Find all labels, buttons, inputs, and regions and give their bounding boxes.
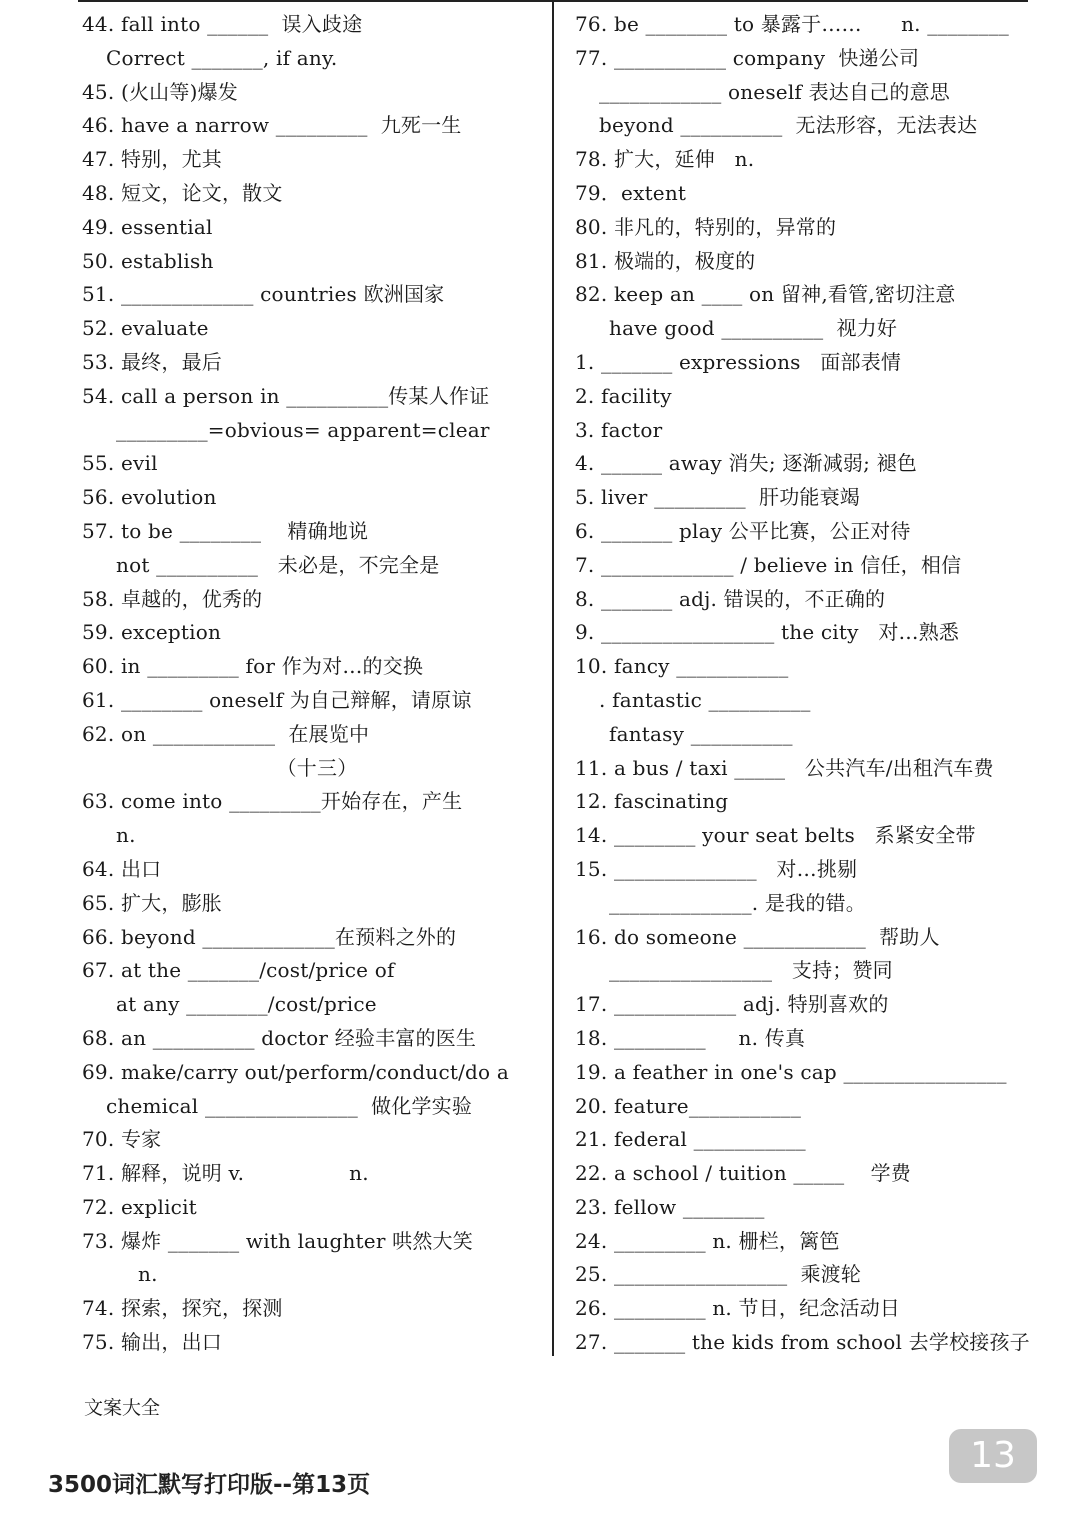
entry-line: 14. ________ your seat belts 系紧安全带	[575, 823, 976, 848]
entry-line: 78. 扩大，延伸 n.	[575, 147, 755, 172]
entry-line: 80. 非凡的，特别的，异常的	[575, 214, 837, 239]
entry-line: 24. _________ n. 栅栏，篱笆	[575, 1228, 840, 1253]
entry-line: 23. fellow ________	[575, 1194, 765, 1219]
entry-line: ____________ oneself 表达自己的意思	[599, 79, 950, 104]
entry-line: 70. 专家	[82, 1127, 162, 1152]
entry-line: 81. 极端的，极度的	[575, 248, 756, 273]
entry-line: 3. factor	[575, 417, 663, 442]
entry-line: 71. 解释，说明 v. n.	[82, 1161, 369, 1186]
entry-line: 8. _______ adj. 错误的，不正确的	[575, 586, 886, 611]
entry-line: ________________ 支持；赞同	[609, 958, 893, 983]
entry-line: 17. ____________ adj. 特别喜欢的	[575, 992, 889, 1017]
entry-line: 11. a bus / taxi _____ 公共汽车/出租汽车费	[575, 755, 994, 780]
entry-line: 5. liver _________ 肝功能衰竭	[575, 485, 860, 510]
entry-line: ______________. 是我的错。	[609, 890, 866, 915]
entry-line: 58. 卓越的，优秀的	[82, 586, 263, 611]
entry-line: 50. establish	[82, 248, 214, 273]
entry-line: 45. (火山等)爆发	[82, 79, 238, 104]
section-heading: （十三）	[276, 755, 358, 780]
right-column	[575, 8, 1045, 1360]
entry-line: 62. on ____________ 在展览中	[82, 721, 370, 746]
entry-line: 49. essential	[82, 214, 213, 239]
left-column	[82, 8, 552, 1360]
entry-line: 74. 探索，探究，探测	[82, 1296, 283, 1321]
entry-line: at any ________/cost/price	[116, 992, 377, 1017]
entry-line: 15. ______________ 对…挑剔	[575, 856, 858, 881]
entry-line: n.	[138, 1262, 158, 1287]
entry-line: chemical _______________ 做化学实验	[106, 1093, 473, 1118]
entry-line: 7. _____________ / believe in 信任，相信	[575, 552, 962, 577]
entry-line: . fantastic __________	[599, 687, 811, 712]
entry-line: n.	[116, 823, 136, 848]
entry-line: 22. a school / tuition _____ 学费	[575, 1161, 911, 1186]
entry-line: 82. keep an ____ on 留神,看管,密切注意	[575, 282, 956, 307]
entry-line: 72. explicit	[82, 1194, 197, 1219]
entry-line: 51. _____________ countries 欧洲国家	[82, 282, 445, 307]
entry-line: 1. _______ expressions 面部表情	[575, 349, 902, 374]
entry-line: 27. _______ the kids from school 去学校接孩子	[575, 1330, 1030, 1355]
entry-line: _________=obvious= apparent=clear	[116, 417, 490, 442]
entry-line: 65. 扩大，膨胀	[82, 890, 222, 915]
entry-line: 12. fascinating	[575, 789, 729, 814]
entry-line: 21. federal ___________	[575, 1127, 806, 1152]
page-number-badge[interactable]: 13	[949, 1429, 1037, 1483]
entry-line: beyond __________ 无法形容，无法表达	[599, 113, 978, 138]
entry-line: not __________ 未必是，不完全是	[116, 552, 440, 577]
entry-line: 57. to be ________ 精确地说	[82, 518, 369, 543]
entry-line: 63. come into _________开始存在，产生	[82, 789, 463, 814]
entry-line: 52. evaluate	[82, 316, 209, 341]
entry-line: 46. have a narrow _________ 九死一生	[82, 113, 462, 138]
entry-line: 67. at the _______/cost/price of	[82, 958, 395, 983]
footer-note: 文案大全	[84, 1397, 161, 1419]
entry-line: 69. make/carry out/perform/conduct/do a	[82, 1059, 509, 1084]
entry-line: 9. _________________ the city 对…熟悉	[575, 620, 960, 645]
page-title: 3500词汇默写打印版--第13页	[48, 1472, 371, 1498]
entry-line: 20. feature___________	[575, 1093, 802, 1118]
entry-line: Correct _______, if any.	[106, 45, 338, 70]
entry-line: 6. _______ play 公平比赛，公正对待	[575, 518, 911, 543]
entry-line: 64. 出口	[82, 856, 162, 881]
entry-line: 60. in _________ for 作为对…的交换	[82, 654, 424, 679]
entry-line: 26. _________ n. 节日，纪念活动日	[575, 1296, 901, 1321]
entry-line: 2. facility	[575, 383, 672, 408]
entry-line: 76. be ________ to 暴露于…… n. ________	[575, 12, 1009, 36]
entry-line: 66. beyond _____________在预料之外的	[82, 924, 457, 949]
entry-line: 68. an __________ doctor 经验丰富的医生	[82, 1025, 477, 1050]
entry-line: 44. fall into ______ 误入歧途	[82, 12, 363, 36]
entry-line: 16. do someone ____________ 帮助人	[575, 924, 940, 949]
entry-line: fantasy __________	[609, 721, 793, 746]
entry-line: 53. 最终，最后	[82, 349, 222, 374]
entry-line: 54. call a person in __________传某人作证	[82, 383, 490, 408]
entry-line: 4. ______ away 消失; 逐渐减弱; 褪色	[575, 451, 918, 476]
entry-line: 79．extent	[575, 180, 687, 205]
entry-line: 18. _________ n. 传真	[575, 1025, 806, 1050]
entry-line: 59. exception	[82, 620, 222, 645]
entry-line: 19. a feather in one's cap ________________	[575, 1059, 1007, 1084]
entry-line: 61. ________ oneself 为自己辩解，请原谅	[82, 687, 472, 712]
entry-line: 77. ___________ company 快递公司	[575, 45, 920, 70]
column-divider	[552, 2, 554, 1356]
entry-line: 56. evolution	[82, 485, 217, 510]
entry-line: 47. 特别，尤其	[82, 147, 222, 172]
entry-line: 55. evil	[82, 451, 158, 476]
entry-line: 10. fancy ___________	[575, 654, 789, 679]
entry-line: 48. 短文，论文，散文	[82, 180, 283, 205]
entry-line: 75. 输出，出口	[82, 1330, 222, 1355]
entry-line: 25. _________________ 乘渡轮	[575, 1262, 862, 1287]
entry-line: have good __________ 视力好	[609, 316, 898, 341]
entry-line: 73. 爆炸 _______ with laughter 哄然大笑	[82, 1228, 473, 1253]
